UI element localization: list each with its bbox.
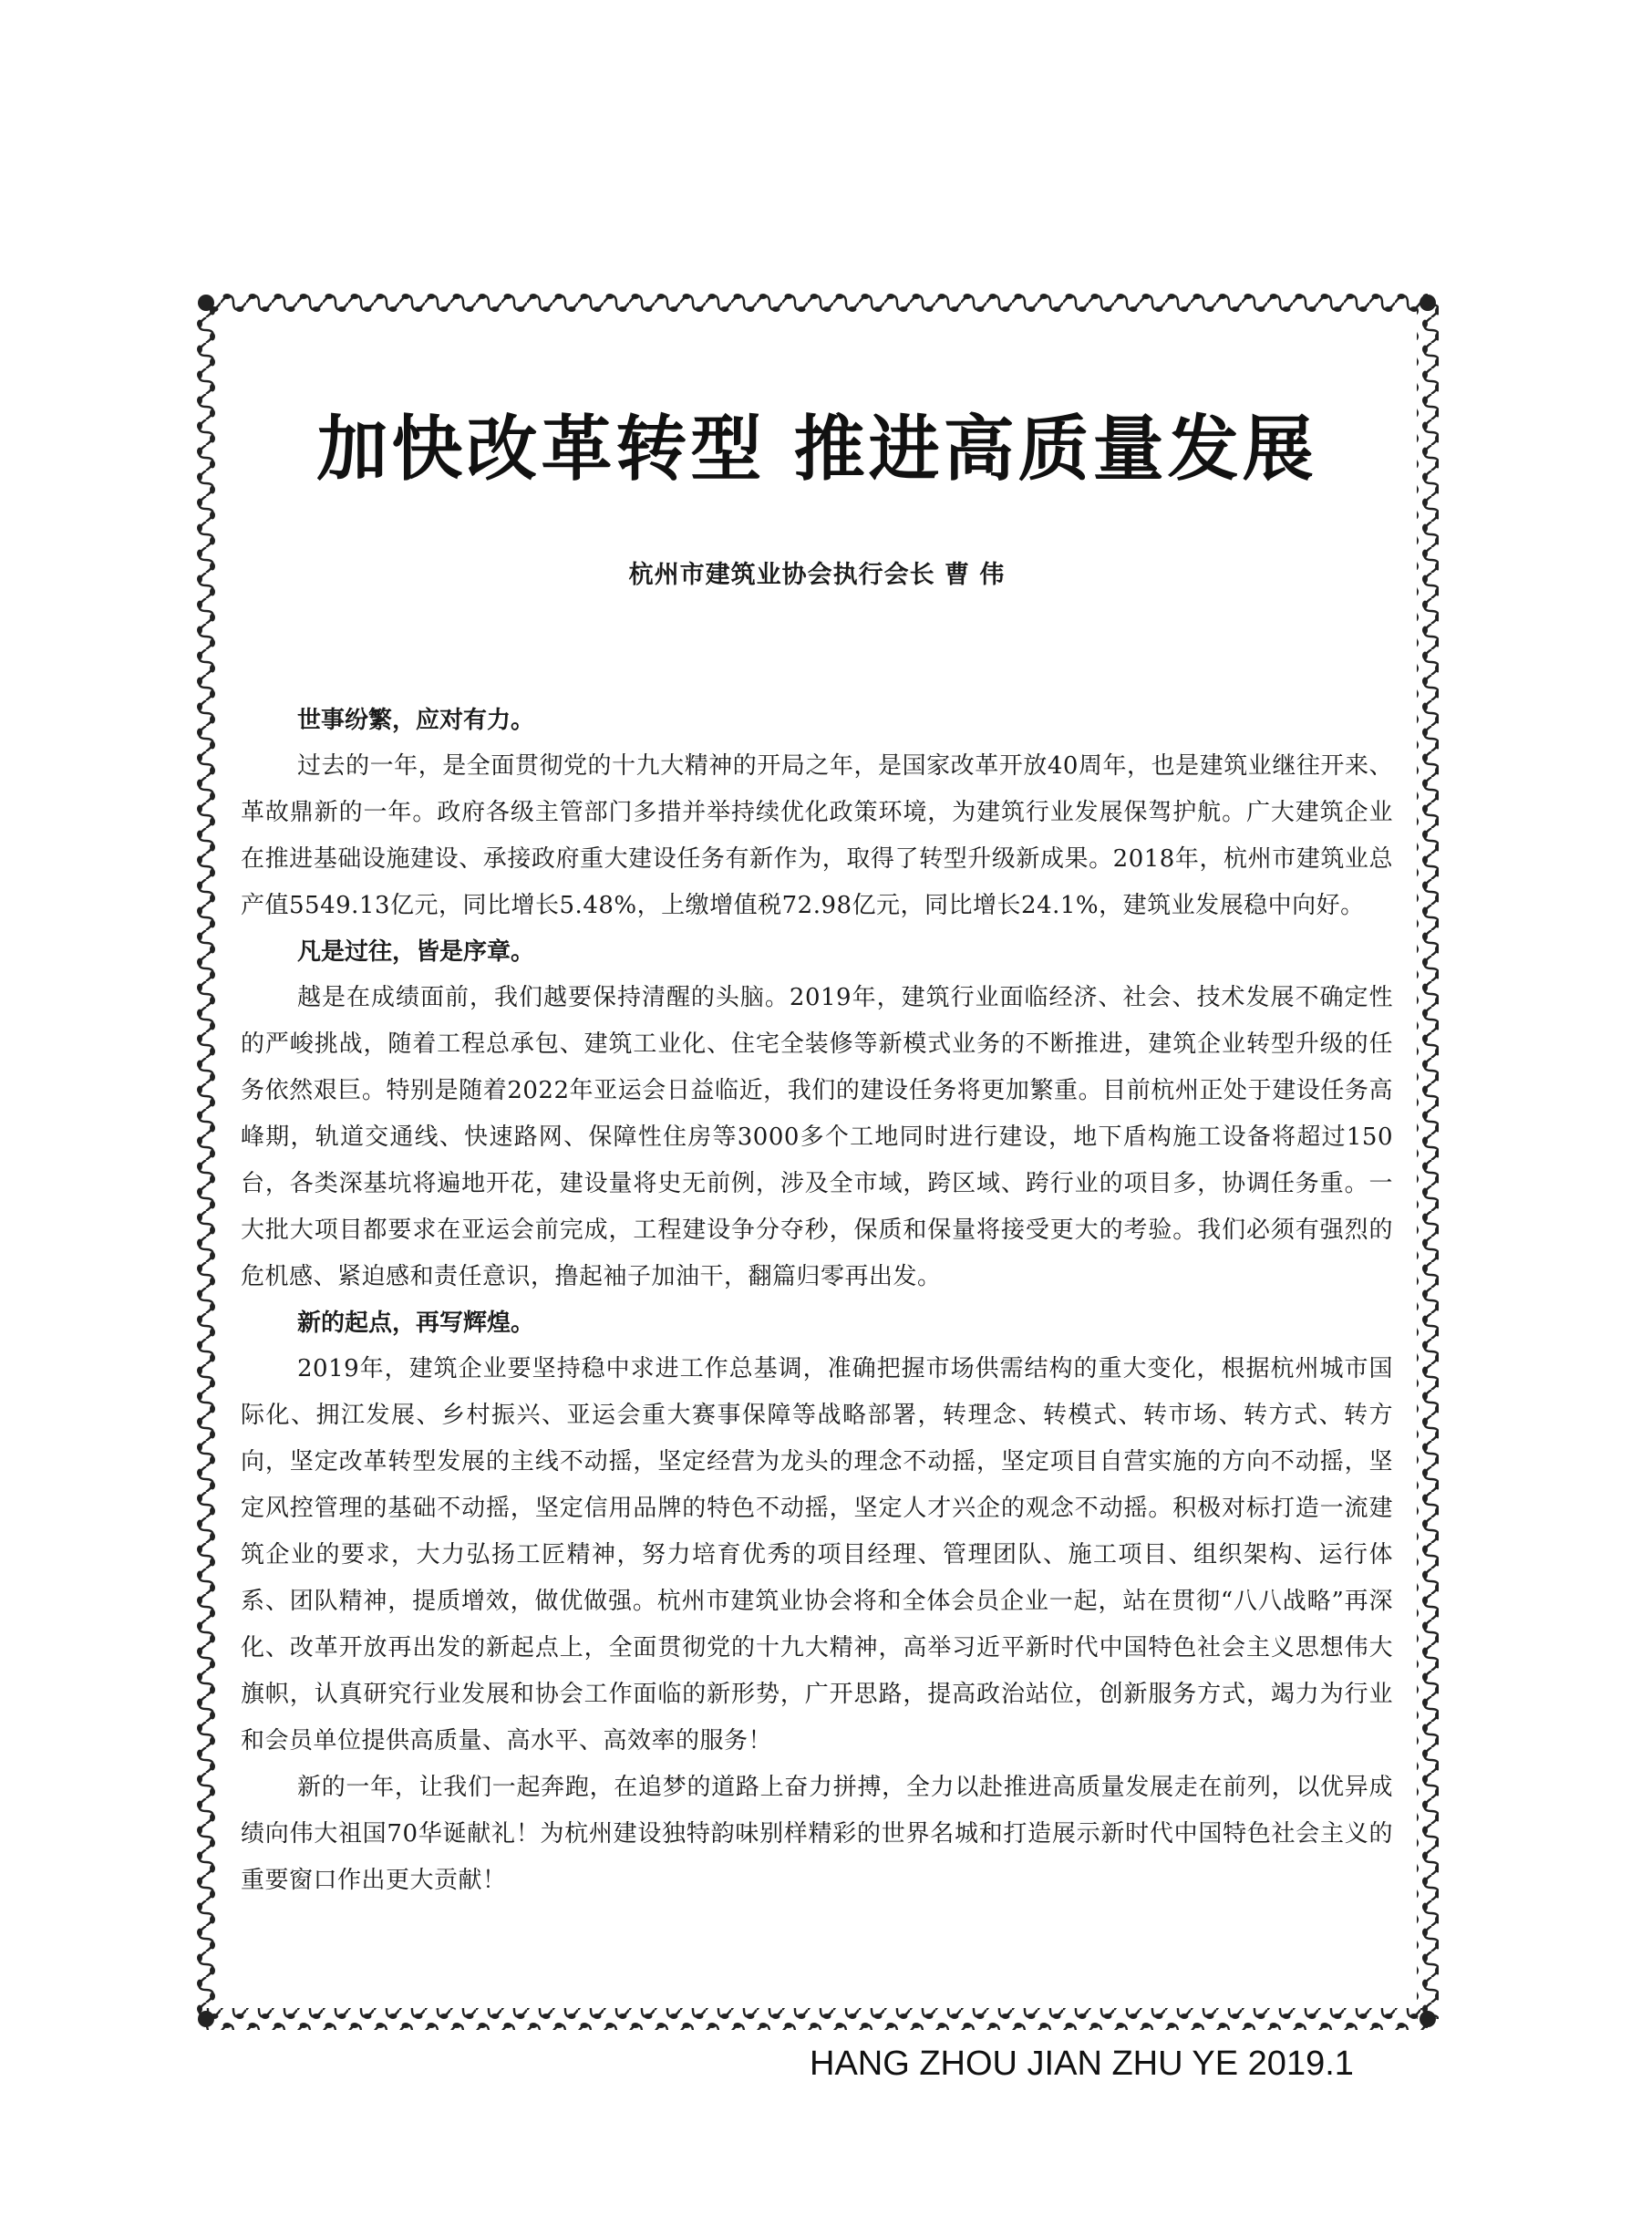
- article-content: [241, 392, 1393, 1904]
- paragraph: 新的一年，让我们一起奔跑，在追梦的道路上奋力拼搏，全力以赴推进高质量发展走在前列，以优异成绩向伟大祖国70华诞献礼！为杭州建设独特韵味别样精彩的世界名城和打造展示新时代中国特色社会主义的重要窗口作出更大贡献！: [241, 1774, 1393, 1894]
- section-heading: 凡是过往，皆是序章。: [297, 938, 535, 966]
- section-heading: 新的起点，再写辉煌。: [297, 1310, 535, 1337]
- article-byline: 杭州市建筑业协会执行会长 曹 伟: [628, 561, 1006, 589]
- journal-footer: HANG ZHOU JIAN ZHU YE 2019.1: [810, 2045, 1354, 2083]
- paragraph: 越是在成绩面前，我们越要保持清醒的头脑。2019年，建筑行业面临经济、社会、技术发展不确定性的严峻挑战，随着工程总承包、建筑工业化、住宅全装修等新模式业务的不断推进，建筑企业转型升级的任务依然艰巨。特别是随着2022年亚运会日益临近，我们的建设任务将更加繁重。目前杭州正处于建设任务高峰期，轨道交通线、快速路网、保障性住房等3000多个工地同时进行建设，地下盾构施工设备将超过150台，各类深基坑将遍地开花，建设量将史无前例，涉及全市域，跨区域、跨行业的项目多，协调任务重。一大批大项目都要求在亚运会前完成，工程建设争分夺秒，保质和保量将接受更大的考验。我们必须有强烈的危机感、紧迫感和责任意识，撸起袖子加油干，翻篇归零再出发。: [241, 984, 1393, 1290]
- paragraph: 2019年，建筑企业要坚持稳中求进工作总基调，准确把握市场供需结构的重大变化，根据杭州城市国际化、拥江发展、乡村振兴、亚运会重大赛事保障等战略部署，转理念、转模式、转市场、转方式、转方向，坚定改革转型发展的主线不动摇，坚定经营为龙头的理念不动摇，坚定项目自营实施的方向不动摇，坚定风控管理的基础不动摇，坚定信用品牌的特色不动摇，坚定人才兴企的观念不动摇。积极对标打造一流建筑企业的要求，大力弘扬工匠精神，努力培育优秀的项目经理、管理团队、施工项目、组织架构、运行体系、团队精神，提质增效，做优做强。杭州市建筑业协会将和全体会员企业一起，站在贯彻“八八战略”再深化、改革开放再出发的新起点上，全面贯彻党的十九大精神，高举习近平新时代中国特色社会主义思想伟大旗帜，认真研究行业发展和协会工作面临的新形势，广开思路，提高政治站位，创新服务方式，竭力为行业和会员单位提供高质量、高水平、高效率的服务！: [241, 1355, 1393, 1755]
- article-body: [241, 698, 1393, 1904]
- decorative-border-frame: [195, 292, 1439, 2030]
- article-title: 加快改革转型 推进高质量发展: [316, 408, 1317, 491]
- section-heading: 世事纷繁，应对有力。: [297, 707, 535, 734]
- paragraph: 过去的一年，是全面贯彻党的十九大精神的开局之年，是国家改革开放40周年，也是建筑业继往开来、革故鼎新的一年。政府各级主管部门多措并举持续优化政策环境，为建筑行业发展保驾护航。广大建筑企业在推进基础设施建设、承接政府重大建设任务有新作为，取得了转型升级新成果。2018年，杭州市建筑业总产值5549.13亿元，同比增长5.48%，上缴增值税72.98亿元，同比增长24.1%，建筑业发展稳中向好。: [241, 752, 1393, 919]
